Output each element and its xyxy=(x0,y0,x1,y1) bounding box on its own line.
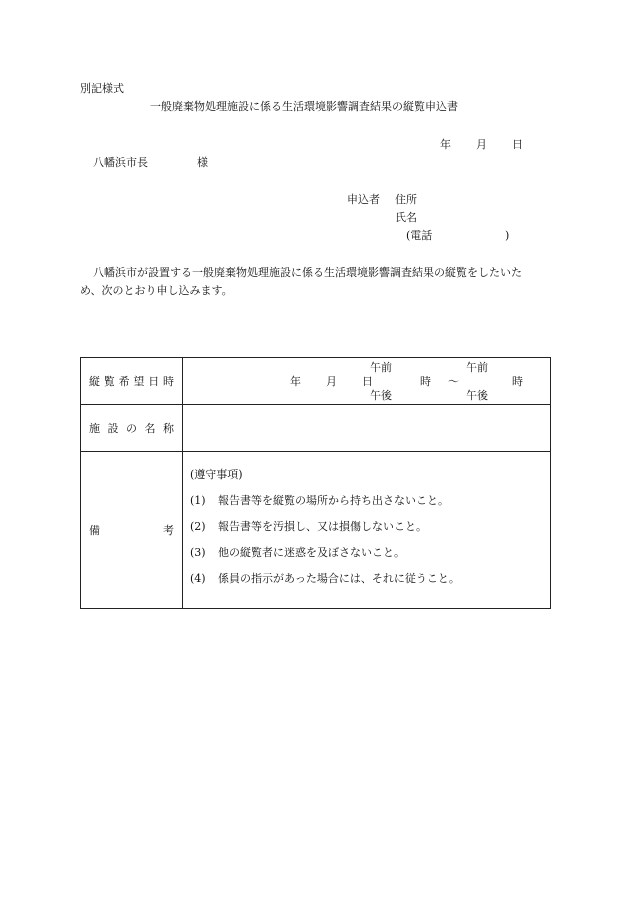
datetime-tilde: 〜 xyxy=(448,375,459,388)
date-day: 日 xyxy=(512,138,523,151)
facility-label-cell xyxy=(81,405,183,452)
rules-heading: (遵守事項) xyxy=(190,468,243,481)
datetime-month: 月 xyxy=(326,375,337,388)
date-year: 年 xyxy=(440,138,451,151)
pm-end: 午後 xyxy=(466,389,488,402)
list-item: (3) 他の縦覧者に迷惑を及ぼさないこと。 xyxy=(190,546,405,559)
datetime-year: 年 xyxy=(290,375,301,388)
datetime-label: 縦 覧 希 望 日 時 xyxy=(89,375,174,388)
datetime-label-cell xyxy=(81,358,183,405)
remarks-label: 備 考 xyxy=(89,524,174,537)
am-end: 午前 xyxy=(466,361,488,374)
list-item: (2) 報告書等を汚損し、又は損傷しないこと。 xyxy=(190,520,427,533)
remarks-cell xyxy=(183,452,551,609)
application-table xyxy=(80,357,551,609)
table-row-remarks xyxy=(81,452,551,609)
datetime-value-cell[interactable] xyxy=(183,358,551,405)
table-row-facility xyxy=(81,405,551,452)
list-item: (4) 係員の指示があった場合には、それに従うこと。 xyxy=(190,572,460,585)
list-item: (1) 報告書等を縦覧の場所から持ち出さないこと。 xyxy=(190,494,449,507)
am-start: 午前 xyxy=(370,361,392,374)
datetime-hour-end: 時 xyxy=(512,375,523,388)
facility-label: 施 設 の 名 称 xyxy=(89,422,174,435)
facility-name-cell[interactable] xyxy=(183,405,551,452)
body-text-line2: め、次のとおり申し込みます。 xyxy=(80,284,233,297)
pm-start: 午後 xyxy=(370,389,392,402)
addressee-mayor: 八幡浜市長 xyxy=(93,156,148,169)
datetime-hour-start: 時 xyxy=(420,375,431,388)
table-row-datetime xyxy=(81,358,551,405)
phone-label: (電話 xyxy=(406,229,433,242)
document-title: 一般廃棄物処理施設に係る生活環境影響調査結果の縦覧申込書 xyxy=(150,100,458,113)
remarks-label-cell xyxy=(81,452,183,609)
datetime-day: 日 xyxy=(362,375,373,388)
address-label: 住所 xyxy=(395,193,417,206)
phone-close: ) xyxy=(505,229,510,242)
addressee-honorific: 様 xyxy=(197,156,208,169)
rules-list xyxy=(190,468,460,598)
form-label: 別記様式 xyxy=(80,82,124,95)
name-label: 氏名 xyxy=(395,211,417,224)
body-text-line1: 八幡浜市が設置する一般廃棄物処理施設に係る生活環境影響調査結果の縦覧をしたいた xyxy=(93,266,522,279)
applicant-label: 申込者 xyxy=(347,193,380,206)
date-month: 月 xyxy=(476,138,487,151)
